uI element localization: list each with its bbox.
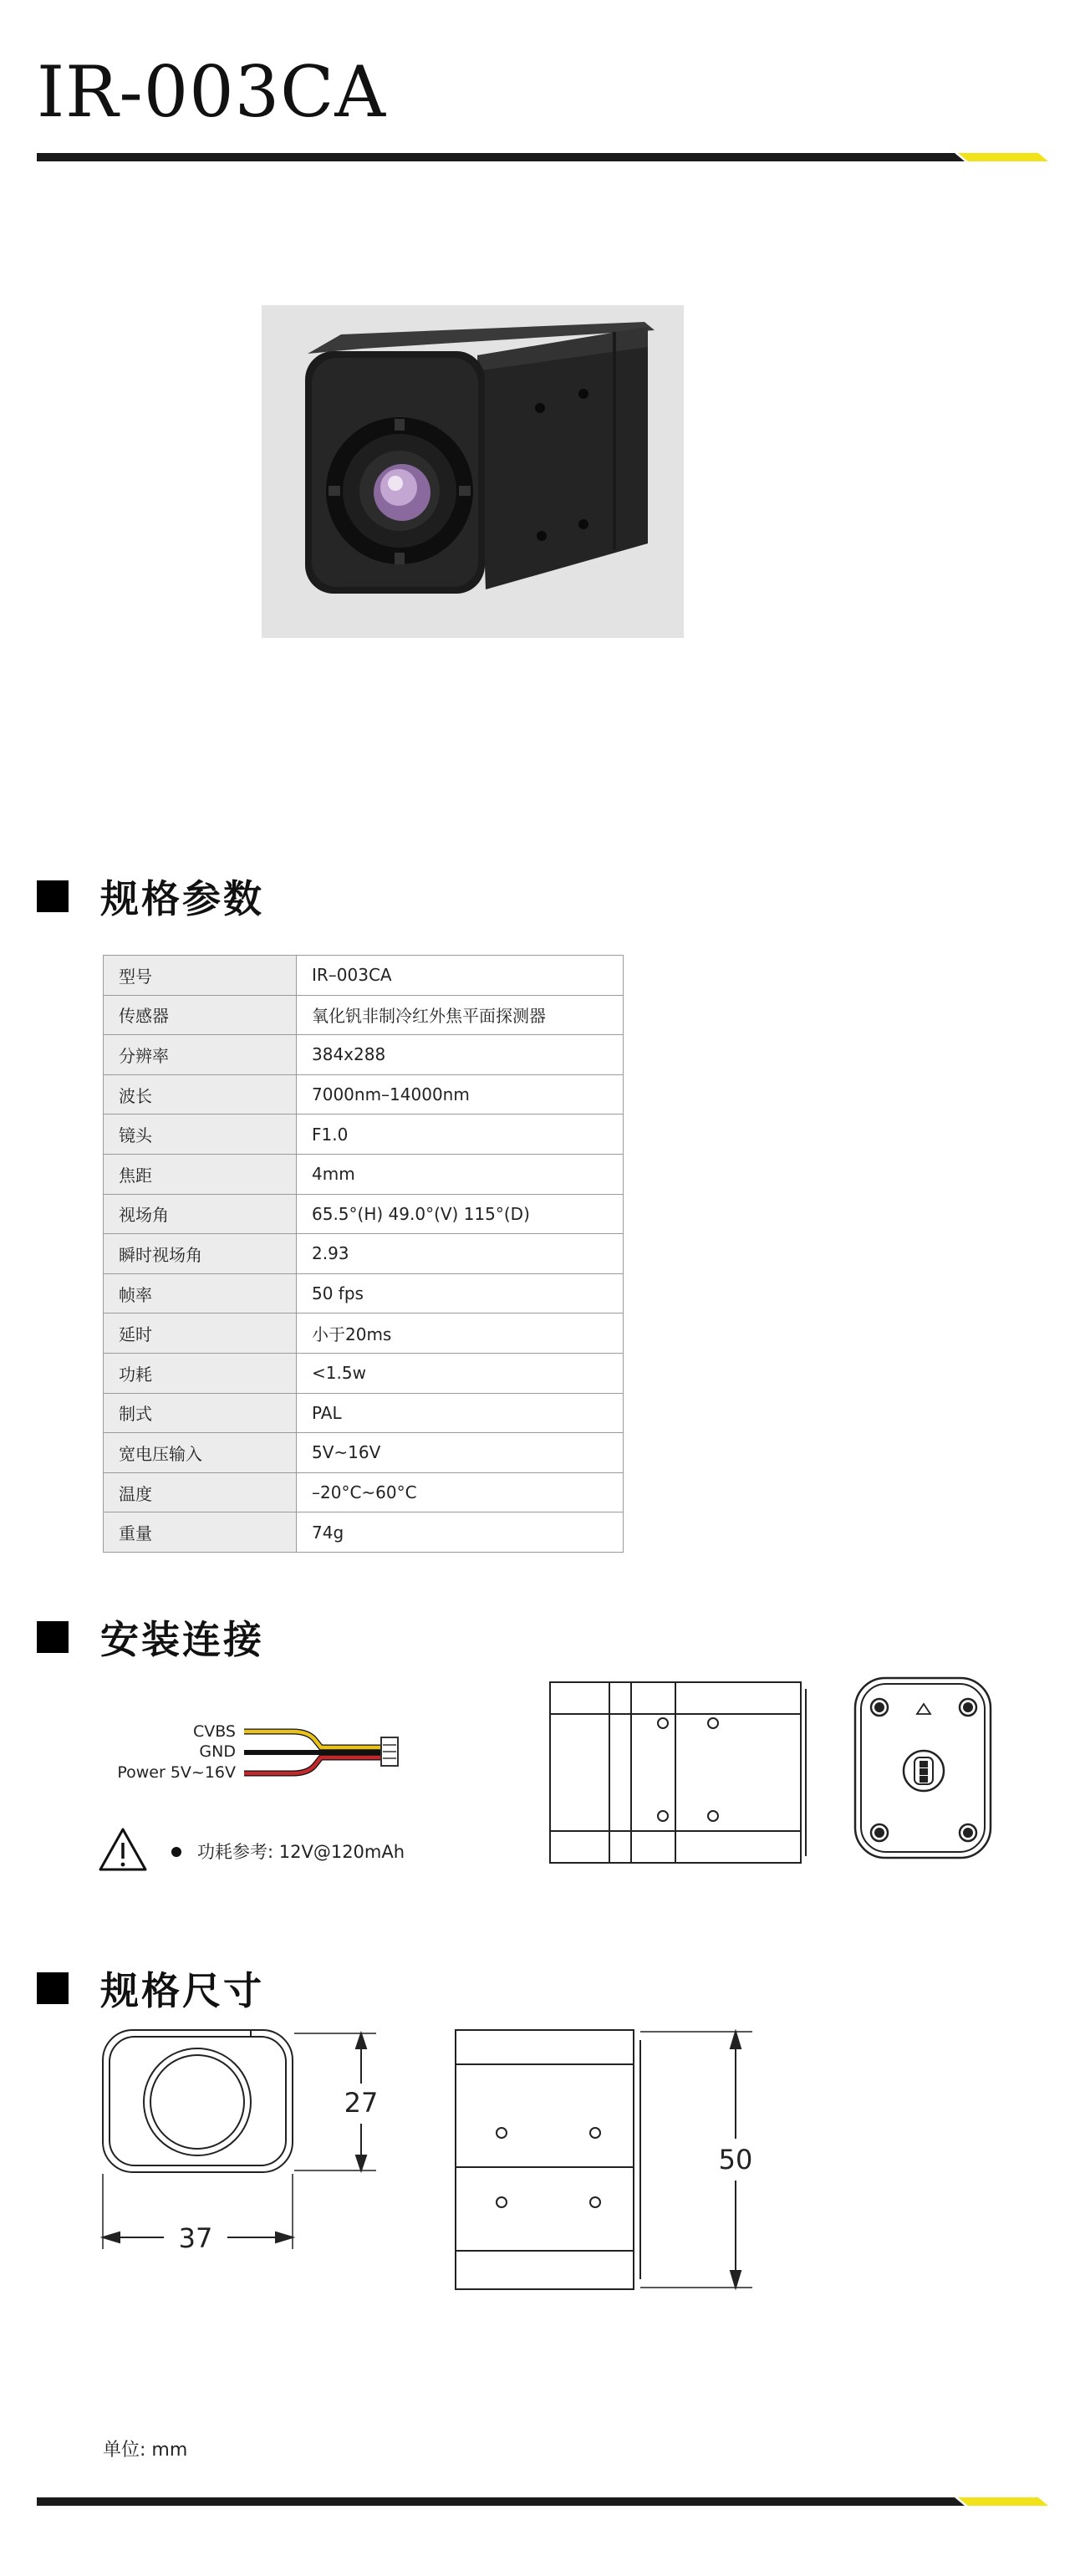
spec-row [104, 1314, 624, 1354]
section-heading-specs [37, 871, 264, 921]
side-dimension-drawing [456, 2030, 752, 2289]
spec-value: 2.93 [297, 1234, 624, 1274]
back-view-drawing [855, 1678, 991, 1858]
section-heading-dimensions [37, 1963, 264, 2013]
spec-key: 瞬时视场角 [104, 1234, 297, 1274]
spec-row [104, 1353, 624, 1393]
spec-key: 宽电压输入 [104, 1433, 297, 1473]
spec-key: 制式 [104, 1393, 297, 1433]
square-bullet-icon [37, 1621, 69, 1653]
spec-row [104, 995, 624, 1035]
spec-row [104, 1154, 624, 1194]
spec-key: 镜头 [104, 1115, 297, 1155]
spec-row [104, 1433, 624, 1473]
section-title: 安装连接 [100, 1617, 264, 1662]
wire-harness-icon [244, 1732, 398, 1773]
product-photo [262, 305, 684, 638]
page-title: IR-003CA [37, 51, 387, 133]
side-view-drawing [550, 1682, 806, 1863]
spec-key: 重量 [104, 1512, 297, 1553]
spec-row [104, 1393, 624, 1433]
spec-value: 65.5°(H) 49.0°(V) 115°(D) [297, 1194, 624, 1234]
section-heading-install [37, 1612, 264, 1662]
square-bullet-icon [37, 1972, 69, 2004]
spec-value: 5V~16V [297, 1433, 624, 1473]
spec-row [104, 1273, 624, 1314]
spec-key: 焦距 [104, 1154, 297, 1194]
spec-row [104, 1074, 624, 1115]
spec-row [104, 1035, 624, 1075]
spec-row [104, 1115, 624, 1155]
power-note: 功耗参考: 12V@120mAh [197, 1842, 405, 1862]
spec-value: 384x288 [297, 1035, 624, 1075]
spec-key: 功耗 [104, 1353, 297, 1393]
spec-value: 74g [297, 1512, 624, 1553]
spec-row [104, 1194, 624, 1234]
spec-value: 小于20ms [297, 1314, 624, 1354]
section-title: 规格尺寸 [100, 1968, 264, 2013]
spec-value: <1.5w [297, 1353, 624, 1393]
warning-icon [100, 1829, 145, 1870]
section-title: 规格参数 [100, 876, 264, 921]
spec-value: IR–003CA [297, 956, 624, 996]
spec-value: 4mm [297, 1154, 624, 1194]
spec-value: –20°C~60°C [297, 1472, 624, 1512]
spec-value: 7000nm–14000nm [297, 1074, 624, 1115]
spec-key: 温度 [104, 1472, 297, 1512]
unit-note: 单位: mm [103, 2440, 188, 2461]
spec-key: 波长 [104, 1074, 297, 1115]
spec-key: 型号 [104, 956, 297, 996]
spec-value: 50 fps [297, 1273, 624, 1314]
spec-table [103, 955, 624, 1553]
spec-value: PAL [297, 1393, 624, 1433]
spec-row [104, 1234, 624, 1274]
spec-row [104, 1512, 624, 1553]
footer-divider [37, 2497, 1048, 2506]
spec-key: 分辨率 [104, 1035, 297, 1075]
spec-key: 视场角 [104, 1194, 297, 1234]
spec-key: 帧率 [104, 1273, 297, 1314]
dimension-height: 27 [344, 2087, 379, 2119]
wire-label-cvbs: CVBS [192, 1722, 236, 1741]
wire-label-gnd: GND [199, 1742, 236, 1761]
spec-key: 延时 [104, 1314, 297, 1354]
front-dimension-drawing [103, 2030, 376, 2249]
wire-label-power: Power 5V~16V [117, 1763, 236, 1782]
bullet-icon [171, 1847, 181, 1857]
square-bullet-icon [37, 880, 69, 912]
spec-value: 氧化钒非制冷红外焦平面探测器 [297, 995, 624, 1035]
spec-row [104, 956, 624, 996]
dimension-length: 50 [718, 2144, 753, 2176]
spec-row [104, 1472, 624, 1512]
header-divider [37, 153, 1048, 161]
dimension-width: 37 [178, 2222, 213, 2254]
spec-key: 传感器 [104, 995, 297, 1035]
spec-value: F1.0 [297, 1115, 624, 1155]
